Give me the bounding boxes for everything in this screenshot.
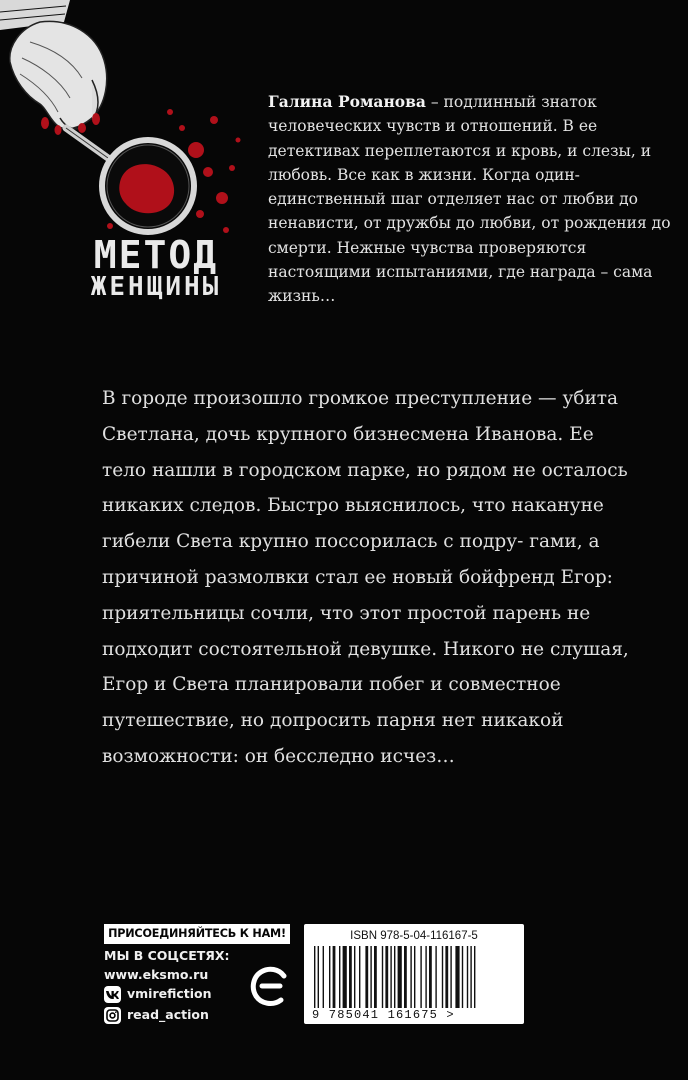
barcode-bar bbox=[370, 946, 371, 1008]
barcode-bar bbox=[462, 946, 463, 1008]
barcode-bar bbox=[314, 946, 315, 1008]
barcode-bar bbox=[429, 946, 432, 1008]
barcode-digits: 9 785041 161675 > bbox=[312, 1008, 455, 1022]
join-us-banner: ПРИСОЕДИНЯЙТЕСЬ К НАМ! bbox=[104, 924, 290, 944]
series-title-line2: ЖЕНЩИНЫ bbox=[90, 272, 222, 302]
barcode-bar bbox=[398, 946, 402, 1008]
isbn-label: ISBN 978-5-04-116167-5 bbox=[350, 930, 478, 942]
barcode-bar bbox=[450, 946, 451, 1008]
barcode-bar bbox=[474, 946, 475, 1008]
instagram-link[interactable] bbox=[104, 1006, 209, 1024]
barcode-bar bbox=[445, 946, 448, 1008]
barcode-bar bbox=[343, 946, 347, 1008]
series-title-line1: МЕТОД bbox=[93, 233, 219, 277]
barcode-bar bbox=[435, 946, 436, 1008]
barcode-bar bbox=[414, 946, 415, 1008]
barcode-bar bbox=[339, 946, 340, 1008]
barcode-bar bbox=[382, 946, 383, 1008]
barcode-bar bbox=[442, 946, 443, 1008]
barcode-bars bbox=[312, 946, 516, 1008]
barcode-bar bbox=[365, 946, 368, 1008]
barcode-bar bbox=[385, 946, 388, 1008]
barcode-bar bbox=[467, 946, 468, 1008]
instagram-handle: read_action bbox=[127, 1007, 209, 1022]
website-link[interactable]: www.eksmo.ru bbox=[104, 967, 209, 982]
barcode-bar bbox=[374, 946, 377, 1008]
author-description: – подлинный знаток человеческих чувств и отношений. В ее детективах переплетаются и кровь, и слезы, и любовь. Все как в жизни. Когда один-единственный шаг отделяет нас от любви до ненависти, от дружбы до любви, от рождения до смерти. Нежные чувства проверяются настоящими испытаниями, где награда – сама жизнь… bbox=[268, 93, 671, 306]
annotation-text: В городе произошло громкое преступление — убита Светлана, дочь крупного бизнесмена Иванова. Ее тело нашли в городском парке, но рядом не осталось никаких следов. Быстро выяснилось, что накануне гибели Света крупно поссорилась с подру- гами, а причиной размолвки стал ее новый бойфренд Егор: приятельницы сочли, что этот простой парень не подходит состоятельной девушке. Никого не слушая, Егор и Света планировали побег и совместное путешествие, но допросить парня нет никакой возможности: он бесследно исчез… bbox=[102, 388, 629, 767]
barcode-bar bbox=[333, 946, 336, 1008]
vk-icon bbox=[104, 986, 121, 1003]
barcode-bar bbox=[455, 946, 459, 1008]
barcode-bar bbox=[349, 946, 352, 1008]
barcode-bar bbox=[329, 946, 330, 1008]
barcode-bar bbox=[404, 946, 407, 1008]
barcode-bar bbox=[420, 946, 421, 1008]
barcode-bar bbox=[470, 946, 471, 1008]
barcode-panel bbox=[304, 924, 524, 1024]
instagram-icon bbox=[104, 1007, 121, 1024]
barcode-bar bbox=[410, 946, 411, 1008]
barcode-bar bbox=[394, 946, 395, 1008]
author-name: Галина Романова bbox=[268, 92, 426, 111]
barcode-bar bbox=[390, 946, 391, 1008]
barcode-bar bbox=[425, 946, 426, 1008]
barcode-bar bbox=[323, 946, 324, 1008]
barcode-bar bbox=[318, 946, 319, 1008]
author-blurb bbox=[268, 90, 674, 309]
vk-link[interactable] bbox=[104, 985, 212, 1003]
eksmo-logo-icon bbox=[248, 964, 292, 1008]
book-annotation bbox=[102, 381, 642, 775]
vk-handle: vmirefiction bbox=[127, 986, 212, 1001]
barcode-bar bbox=[354, 946, 355, 1008]
barcode-bar bbox=[359, 946, 360, 1008]
social-heading: МЫ В СОЦСЕТЯХ: bbox=[104, 948, 230, 963]
